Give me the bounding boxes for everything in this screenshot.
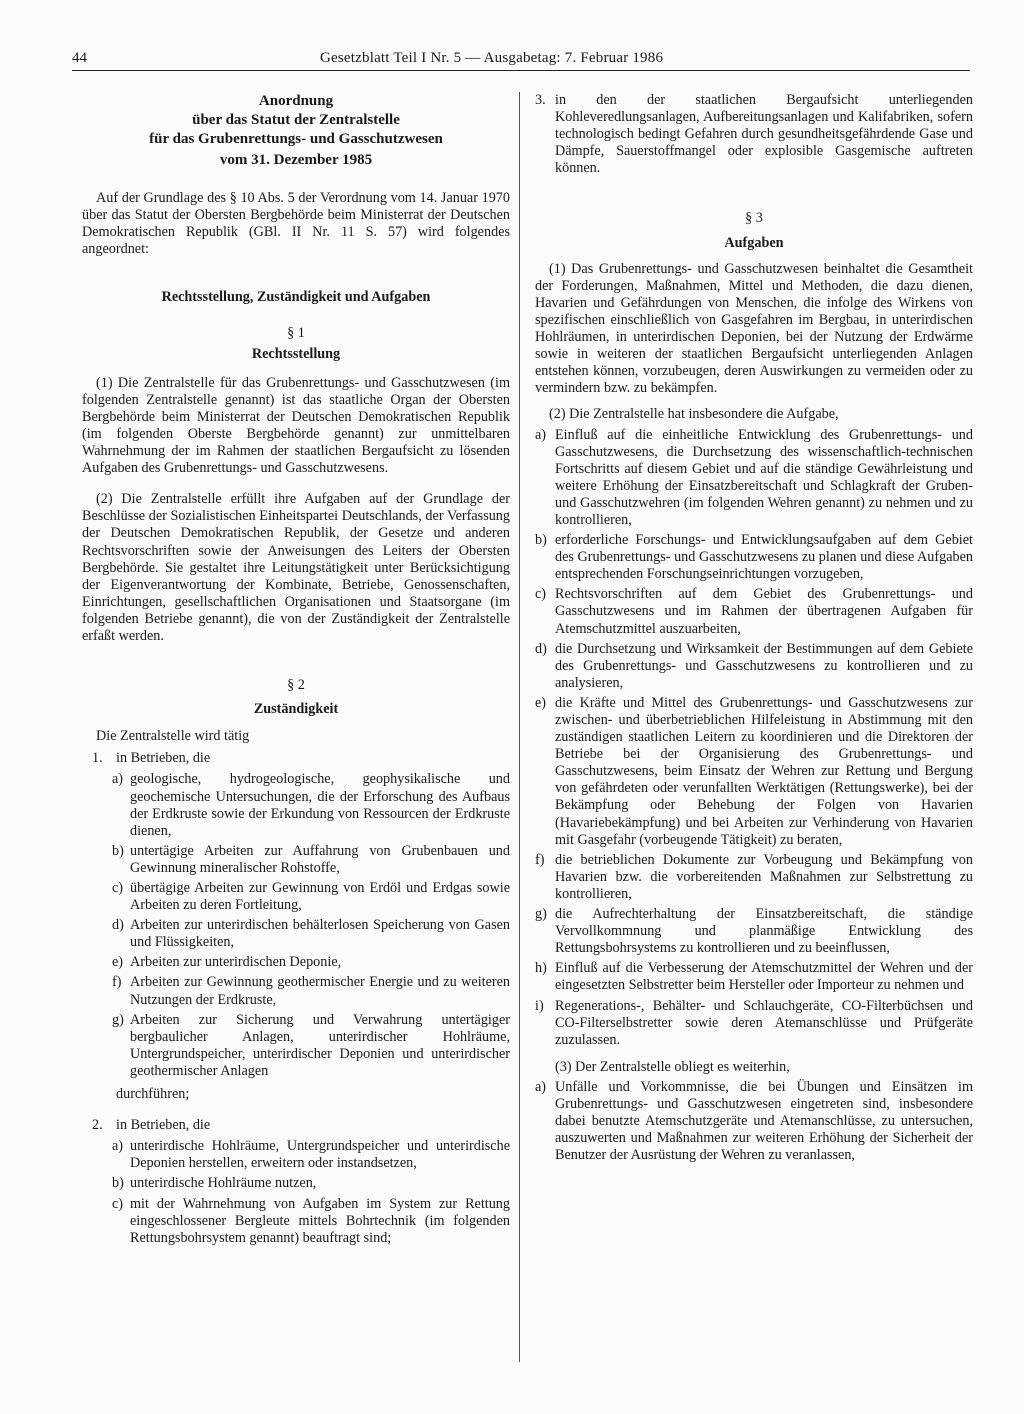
list-item-label: f) (535, 851, 545, 868)
list-item (112, 880, 510, 914)
list-item-text: in den der staatlichen Bergaufsicht unterliegenden Kohleveredlungsanlagen, Aufbereitungsanlagen und Kalifabriken, sofern technologisch bedingt Gefahren durch gesundheitsgefährdende Gase und Dämpfe, Sauerstoffmangel oder explosible Gasgemische auftreten können. (555, 92, 973, 177)
list-item-text: Einfluß auf die einheitliche Entwicklung des Grubenrettungs- und Gasschutzwesens, die Durchsetzung des wissenschaftlich-technischen Fortschritts auf diesem Gebiet und auf die ständige Gewährleistung und weitere Erhöhung der Einsatzbereitschaft und Schlagkraft der Gruben- und Gasschutzwehren (im folgenden Wehren genannt) zu nehmen und zu kontrollieren, (555, 426, 973, 528)
left-column (82, 92, 510, 1247)
list-item-label: b) (112, 1175, 124, 1192)
section-1-heading: Rechtsstellung (251, 345, 341, 362)
list-item (535, 695, 973, 849)
list-item (535, 998, 973, 1049)
doc-title-line1: Anordnung (258, 93, 334, 109)
list-item-text: Regenerations-, Behälter- und Schlauchgeräte, CO-Filterbüchsen und CO-Filterselbstretter sowie deren Atemanschlüsse und Prüfgeräte zuzulassen. (555, 997, 973, 1048)
section-2-number: § 2 (287, 677, 305, 694)
list-item-text: erforderliche Forschungs- und Entwicklungsaufgaben auf dem Gebiet des Grubenrettungs- und Gasschutzwesens zu planen und diese Aufgaben entsprechenden Forschungseinrichtungen vorzugeben, (555, 532, 973, 583)
list-item-label: 1. (92, 750, 103, 767)
list-item-label: b) (112, 842, 124, 859)
section-1-paragraph-2: (2) Die Zentralstelle erfüllt ihre Aufgaben auf der Grundlage der Beschlüsse der Sozialistischen Einheitspartei Deutschlands, der Verfassung der Deutschen Demokratischen Republik, der Gesetze und anderen Rechtsvorschriften sowie der Anweisungen des Leiters der Obersten Bergbehörde. Sie gestaltet ihre Leitungstätigkeit unter Berücksichtigung der Eigenverantwortung der Kombinate, Betriebe, Genossenschaften, Einrichtungen, gesellschaftlichen Organisationen und Staatsorgane (im folgenden Betriebe genannt), die von der Zuständigkeit der Zentralstelle erfaßt werden. (82, 491, 510, 644)
section-3-paragraph-2-intro: (2) Die Zentralstelle hat insbesondere die Aufgabe, (549, 406, 839, 423)
list-item-label: a) (112, 771, 124, 788)
section-2-intro: Die Zentralstelle wird tätig (96, 728, 250, 745)
list-item-text: mit der Wahrnehmung von Aufgaben im System zur Rettung eingeschlossener Bergleute mittels Bohrtechnik (im folgenden Rettungsbohrsystem genannt) beauftragt sind; (130, 1195, 510, 1246)
list-item (535, 641, 973, 692)
page-number: 44 (72, 50, 87, 66)
chapter-heading: Rechtsstellung, Zuständigkeit und Aufgaben (161, 289, 431, 306)
section-3-heading: Aufgaben (724, 234, 784, 251)
list-item-text: Rechtsvorschriften auf dem Gebiet des Grubenrettungs- und Gasschutzwesens und im Rahmen der übertragenen Aufgaben für Atemschutzmittel auszuarbeiten, (555, 586, 973, 637)
header-title: Gesetzblatt Teil I Nr. 5 — Ausgabetag: 7. Februar 1986 (320, 50, 664, 66)
list-item-text: unterirdische Hohlräume nutzen, (130, 1175, 317, 1192)
list-item (535, 1079, 973, 1164)
section-1-paragraph-1: (1) Die Zentralstelle für das Grubenrettungs- und Gasschutzwesen (im folgenden Zentralstelle genannt) ist das staatliche Organ der Obersten Bergbehörde beim Ministerrat der Deutschen Demokratischen Republik (im folgenden Oberste Bergbehörde genannt) zur unmittelbaren Wahrnehmung der im Rahmen der staatlichen Bergaufsicht zu lösenden Aufgaben des Grubenrettungs- und Gasschutzwesens. (82, 374, 510, 477)
list-item-label: g) (535, 906, 547, 923)
section-1-number: § 1 (287, 325, 305, 342)
list-item (112, 974, 510, 1008)
list-item (112, 1175, 510, 1192)
list-item-text: die Durchsetzung und Wirksamkeit der Bestimmungen auf dem Gebiete des Grubenrettungs- und Gasschutzwesens zu kontrollieren und zu analysieren, (555, 640, 973, 691)
list-item-text: geologische, hydrogeologische, geophysikalische und geochemische Untersuchungen, die der Erforschung des Aufbaus der Erdkruste sowie der Erkundung von Ressourcen der Erdkruste dienen, (130, 771, 510, 839)
list-item-label: a) (535, 426, 547, 443)
list-item (112, 954, 510, 971)
list-item-label: c) (112, 1195, 124, 1212)
section-2-heading: Zuständigkeit (253, 701, 339, 718)
section-3-paragraph-3-intro: (3) Der Zentralstelle obliegt es weiterhin, (555, 1058, 790, 1075)
list-item-text: Arbeiten zur unterirdischen behälterlosen Speicherung von Gasen und Flüssigkeiten, (130, 917, 510, 951)
list-item (535, 427, 973, 530)
column-divider (519, 92, 520, 1362)
section-3-paragraph-1: (1) Das Grubenrettungs- und Gasschutzwesen beinhaltet die Gesamtheit der Forderungen, Maßnahmen, Mittel und Methoden, die dazu dienen, Havarien und Gefährdungen von Menschen, die infolge des Wirkens von spezifischen einschließlich von Gasgefahren im Bergbau, in unterirdischen Hohlräumen, in unterirdischen Deponien, bei der Nutzung der Erdwärme sowie in weiteren der staatlichen Bergaufsicht unterliegenden Anlagen entstehen können, vorzubeugen, deren Auswirkungen zu vermeiden oder zu vermindern bzw. zu bekämpfen. (535, 260, 973, 397)
list-item (112, 1012, 510, 1080)
list-item-label: d) (535, 640, 547, 657)
list-1-ending: durchführen; (116, 1086, 190, 1103)
list-item (535, 960, 973, 994)
list-item-text: in Betrieben, die (116, 1117, 211, 1134)
page-header (72, 50, 970, 71)
list-item-label: g) (112, 1011, 124, 1028)
doc-title-line2: über das Statut der Zentralstelle (192, 112, 400, 128)
list-item (112, 771, 510, 839)
list-item-label: f) (112, 974, 122, 991)
list-item-label: e) (112, 954, 124, 971)
list-item-text: unterirdische Hohlräume, Untergrundspeicher und unterirdische Deponien herstellen, erweitern oder instandsetzen, (130, 1138, 510, 1172)
preamble: Auf der Grundlage des § 10 Abs. 5 der Verordnung vom 14. Januar 1970 über das Statut der Obersten Bergbehörde beim Ministerrat der Deutschen Demokratischen Republik (GBl. II Nr. 11 S. 57) wird folgendes angeordnet: (82, 190, 510, 258)
list-item-text: untertägige Arbeiten zur Auffahrung von Grubenbauen und Gewinnung mineralischer Rohstoffe, (130, 842, 510, 876)
list-item-label: a) (112, 1138, 124, 1155)
list-item (535, 906, 973, 957)
list-item-label: e) (535, 694, 547, 711)
list-item (535, 586, 973, 637)
list-item-label: 2. (92, 1117, 103, 1134)
list-item-text: Unfälle und Vorkommnisse, die bei Übungen und Einsätzen im Grubenrettungs- und Gasschutzwesen eingetreten sind, insbesondere dabei benutzte Atemschutzgeräte und Atemanschlüsse, zu untersuchen, auszuwerten und Maßnahmen zur weiteren Erhöhung der Sicherheit der Benutzer der Ausrüstung der Wehren zu veranlassen, (555, 1078, 973, 1164)
list-item-1 (92, 750, 510, 767)
list-item-text: Arbeiten zur Sicherung und Verwahrung untertägiger bergbaulicher Anlagen, unterirdischer Hohlräume, Untergrundspeicher, unterirdischer Deponien und unterirdischer geothermischer Anlagen (130, 1011, 510, 1079)
list-item-label: c) (112, 880, 124, 896)
list-item-text: in Betrieben, die (116, 750, 211, 767)
list-item-label: d) (112, 917, 124, 934)
list-item-text: übertägige Arbeiten zur Gewinnung von Erdöl und Erdgas sowie Arbeiten zu deren Fortleitung, (130, 880, 510, 914)
list-item-label: 3. (535, 92, 546, 108)
list-item-text: Arbeiten zur Gewinnung geothermischer Energie und zu weiteren Nutzungen der Erdkruste, (130, 974, 510, 1008)
section-3-number: § 3 (745, 210, 763, 227)
list-item (535, 532, 973, 583)
list-item-text: die betrieblichen Dokumente zur Vorbeugung und Bekämpfung von Havarien bzw. die vorbereitenden Maßnahmen zur Selbstrettung zu kontrollieren, (555, 851, 973, 902)
list-item (112, 1196, 510, 1247)
list-item-text: die Aufrechterhaltung der Einsatzbereitschaft, die ständige Vervollkommnung und planmäßige Entwicklung des Rettungsbohrsystems zu kontrollieren und zu beeinflussen, (555, 906, 973, 957)
list-item-3 (535, 92, 973, 177)
list-item-text: die Kräfte und Mittel des Grubenrettungs- und Gasschutzwesens zur zwischen- und überbetrieblichen Hilfeleistung in Abstimmung mit den zuständigen staatlichen Leitern zu koordinieren und die Direktoren der Betriebe bei der Organisierung des Grubenrettungs- und Gasschutzwesens, beim Einsatz der Wehren zur Rettung und Bergung von gefährdeten oder verunfallten Werktätigen (Rettungswerke), bei der Bekämpfung oder Behebung der Folgen von Havarien (Havariebekämpfung) und bei Arbeiten zur Verhinderung von Havarien mit Gasgefahr (vorbeugende Tätigkeit) zu beraten, (555, 694, 973, 848)
list-item-label: b) (535, 532, 547, 549)
list-item-text: Arbeiten zur unterirdischen Deponie, (130, 954, 342, 971)
list-item-label: i) (535, 997, 544, 1014)
list-item (112, 917, 510, 951)
right-column (535, 92, 973, 1164)
list-item-2 (92, 1117, 510, 1134)
list-item-label: h) (535, 960, 547, 977)
list-item (112, 843, 510, 877)
list-item (112, 1138, 510, 1172)
list-item-text: Einfluß auf die Verbesserung der Atemschutzmittel der Wehren und der eingesetzten Selbstretter beim Hersteller oder Importeur zu nehmen und (555, 960, 973, 994)
list-item-label: a) (535, 1078, 547, 1095)
list-item-label: c) (535, 586, 547, 603)
list-item (535, 852, 973, 903)
doc-title-date: vom 31. Dezember 1985 (219, 152, 373, 168)
doc-title-line3: für das Grubenrettungs- und Gasschutzwesen (149, 131, 443, 147)
